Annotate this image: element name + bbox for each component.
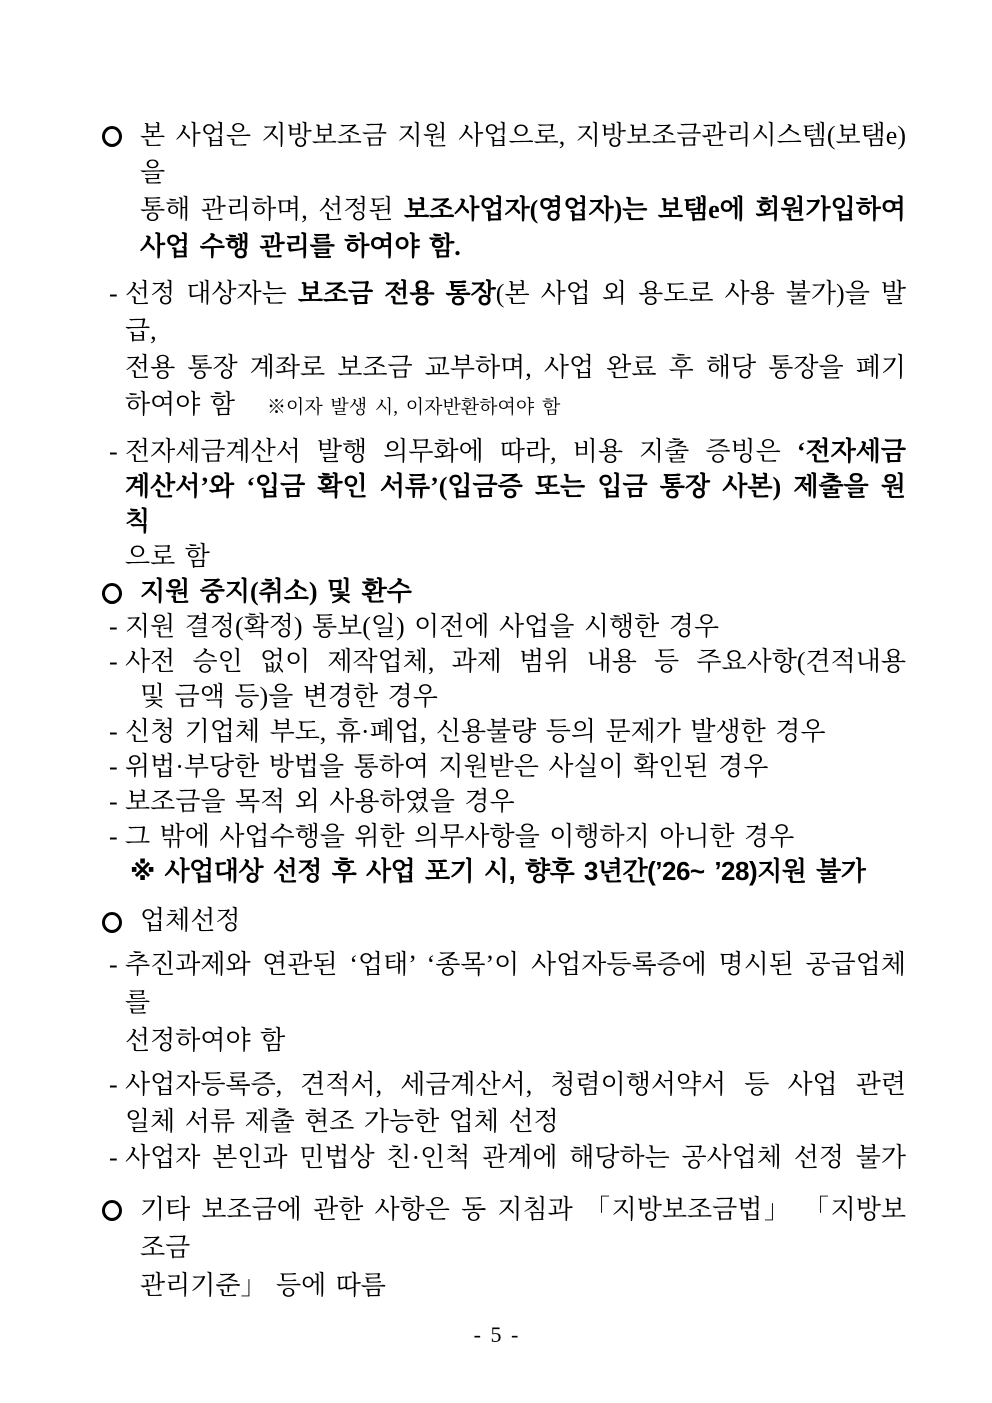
text-segment: 사업 수행 관리를 하여야 함. bbox=[140, 232, 461, 261]
paragraph bbox=[100, 574, 906, 609]
text-line bbox=[125, 275, 906, 349]
paragraph bbox=[100, 784, 906, 819]
paragraph bbox=[100, 1140, 906, 1175]
text-segment: 통해 관리하며, 선정된 bbox=[140, 195, 405, 224]
text-line bbox=[125, 1103, 906, 1140]
text-segment: 업체선정 bbox=[140, 906, 241, 935]
text-line bbox=[125, 644, 906, 679]
text-segment: 신청 기업체 부도, 휴·폐업, 신용불량 등의 문제가 발생한 경우 bbox=[125, 717, 826, 746]
text-segment: 본 사업은 지방보조금 지원 사업으로, 지방보조금관리시스템(보탬e)을 bbox=[140, 121, 906, 187]
text-line bbox=[125, 386, 906, 426]
text-segment: ※ 사업대상 선정 후 사업 포기 시, 향후 3년간(’26~ ’28)지원 불가 bbox=[130, 856, 866, 886]
text-segment: 으로 함 bbox=[125, 542, 210, 571]
dash-bullet: - bbox=[109, 822, 118, 851]
dash-bullet: - bbox=[109, 437, 118, 466]
text-segment: ※이자 발생 시, 이자반환하여야 함 bbox=[266, 397, 561, 418]
paragraph bbox=[100, 1066, 906, 1140]
dash-bullet: - bbox=[109, 647, 118, 676]
text-line bbox=[125, 1140, 906, 1175]
text-line bbox=[125, 784, 906, 819]
text-line bbox=[140, 228, 906, 265]
text-line bbox=[125, 819, 906, 854]
paragraph bbox=[100, 117, 906, 265]
text-segment: 사업자등록증, 견적서, 세금계산서, 청렴이행서약서 등 사업 관련 bbox=[125, 1070, 906, 1099]
text-segment: 추진과제와 연관된 ‘업태’ ‘종목’이 사업자등록증에 명시된 공급업체를 bbox=[125, 950, 906, 1017]
text-segment: 일체 서류 제출 현조 가능한 업체 선정 bbox=[125, 1107, 559, 1136]
dash-bullet: - bbox=[109, 1070, 118, 1099]
text-line bbox=[140, 117, 906, 191]
dash-bullet: - bbox=[109, 1143, 118, 1172]
text-line bbox=[125, 609, 906, 644]
text-line bbox=[140, 1191, 906, 1267]
text-segment: 보조금을 목적 외 사용하였을 경우 bbox=[125, 787, 515, 816]
dash-bullet: - bbox=[109, 717, 118, 746]
text-segment: 하여야 함 bbox=[125, 390, 235, 419]
text-line bbox=[140, 903, 906, 938]
text-segment: ‘전자세금 bbox=[796, 437, 906, 466]
text-segment: 선정하여야 함 bbox=[125, 1026, 286, 1055]
paragraph bbox=[100, 819, 906, 854]
dash-bullet: - bbox=[109, 950, 118, 979]
text-line bbox=[125, 946, 906, 1022]
text-segment: 선정 대상자는 bbox=[125, 279, 298, 308]
text-line bbox=[125, 1022, 906, 1060]
text-line bbox=[125, 469, 906, 539]
text-line bbox=[125, 434, 906, 469]
text-line bbox=[125, 349, 906, 386]
circle-bullet-icon bbox=[102, 912, 122, 933]
paragraph bbox=[100, 854, 906, 889]
text-line bbox=[125, 749, 906, 784]
text-segment: 사전 승인 없이 제작업체, 과제 범위 내용 등 주요사항(견적내용 bbox=[125, 647, 906, 676]
circle-bullet-icon bbox=[102, 1200, 122, 1221]
dash-bullet: - bbox=[109, 752, 118, 781]
text-line bbox=[125, 539, 906, 574]
text-segment: 보조사업자(영업자)는 보탬e에 회원가입하여 bbox=[404, 195, 906, 224]
text-segment: 기타 보조금에 관한 사항은 동 지침과 「지방보조금법」 「지방보조금 bbox=[140, 1195, 906, 1262]
text-line bbox=[125, 1066, 906, 1103]
text-segment: 및 금액 등)을 변경한 경우 bbox=[140, 682, 438, 711]
paragraph bbox=[100, 609, 906, 644]
text-segment: 계산서’와 ‘입금 확인 서류’(입금증 또는 입금 통장 사본) 제출을 원칙 bbox=[125, 472, 906, 536]
dash-bullet: - bbox=[109, 612, 118, 641]
text-line bbox=[130, 854, 906, 889]
circle-bullet-icon bbox=[102, 126, 122, 147]
paragraph bbox=[100, 434, 906, 574]
paragraph bbox=[100, 749, 906, 784]
text-segment: (본 사업 외 용도로 사용 불가)을 발급, bbox=[125, 279, 906, 345]
paragraph bbox=[100, 714, 906, 749]
dash-bullet: - bbox=[109, 787, 118, 816]
text-segment: 전용 통장 계좌로 보조금 교부하며, 사업 완료 후 해당 통장을 폐기 bbox=[125, 353, 906, 382]
text-line bbox=[140, 574, 906, 609]
page-number: - 5 - bbox=[473, 1322, 519, 1347]
paragraph bbox=[100, 903, 906, 938]
text-line bbox=[140, 1267, 906, 1305]
circle-bullet-icon bbox=[102, 583, 122, 604]
paragraph bbox=[100, 946, 906, 1060]
text-segment: 지원 결정(확정) 통보(일) 이전에 사업을 시행한 경우 bbox=[125, 612, 719, 641]
text-line bbox=[125, 679, 906, 714]
text-segment: 사업자 본인과 민법상 친·인척 관계에 해당하는 공사업체 선정 불가 bbox=[125, 1143, 906, 1172]
text-line bbox=[140, 191, 906, 228]
text-segment: 지원 중지(취소) 및 환수 bbox=[140, 577, 412, 606]
paragraph bbox=[100, 644, 906, 714]
text-segment: 전자세금계산서 발행 의무화에 따라, 비용 지출 증빙은 bbox=[125, 437, 797, 466]
text-segment: 위법·부당한 방법을 통하여 지원받은 사실이 확인된 경우 bbox=[125, 752, 769, 781]
document-body bbox=[100, 117, 906, 1305]
text-segment: 관리기준」 등에 따름 bbox=[140, 1271, 386, 1300]
text-line bbox=[125, 714, 906, 749]
paragraph bbox=[100, 275, 906, 426]
paragraph bbox=[100, 1191, 906, 1305]
text-segment: 그 밖에 사업수행을 위한 의무사항을 이행하지 아니한 경우 bbox=[125, 822, 795, 851]
dash-bullet: - bbox=[109, 279, 118, 308]
text-segment: 보조금 전용 통장 bbox=[297, 279, 496, 308]
